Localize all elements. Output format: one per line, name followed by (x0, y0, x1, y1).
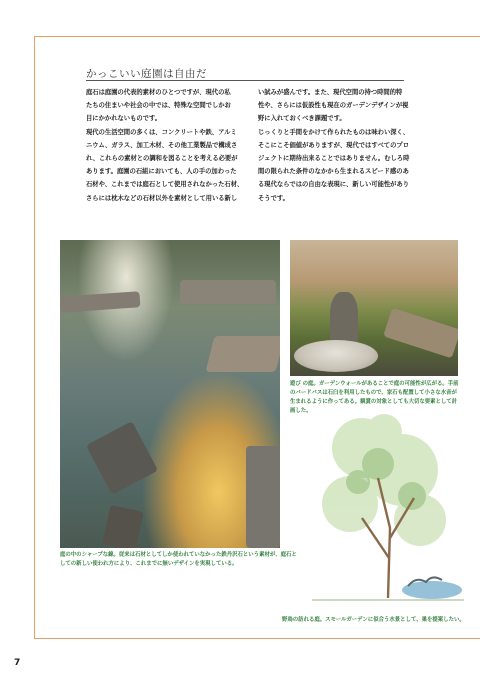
body-line: そこにこそ価値がありますが、現代ではすべてのプロ (258, 141, 409, 149)
millstone-birdbath (294, 340, 378, 372)
slate-rock (86, 421, 158, 495)
body-line: 庭石は庭園の代表的素材のひとつですが、現代の私 (86, 89, 231, 96)
body-column-2 (258, 86, 436, 205)
body-line: 現代の生活空間の多くは、コンクリートや鉄、アルミ (86, 128, 237, 136)
body-line: ジェクトに期待出来ることではありません。むしろ時 (258, 155, 410, 163)
frame-bottom-line (34, 638, 480, 639)
caption-water-photo: 庭の中のシャープな線。従来は石材としてしか使われていなかった鉄丹沢石という素材が、庭石としての新しい使われ方により、これまでに無いデザインを実現している。 (60, 552, 297, 567)
body-line: 石材や、これまでは庭石として使用されなかった石材、 (86, 181, 244, 189)
body-line: 野に入れておくべき課題です。 (258, 115, 346, 123)
slate-rock (180, 280, 276, 304)
body-line: さらには枕木などの石材以外を素材として用いる新し (86, 194, 238, 202)
body-column-1 (86, 86, 260, 205)
body-line: あります。庭園の石組においても、人の手の加わった (86, 168, 237, 176)
body-line: ニウム、ガラス、加工木材、その他工業製品で構成さ (86, 141, 238, 149)
body-line: る現代ならではの自由な表現に、新しい可能性があり (258, 181, 410, 189)
body-line: じっくりと手間をかけて作られたものは味わい深く、 (258, 128, 409, 136)
body-line: い試みが盛んです。また、現代空間の持つ時間的特 (258, 89, 403, 96)
standing-stone (330, 292, 358, 346)
frame-left-line (34, 36, 35, 638)
frame-top-line (34, 36, 480, 37)
stone-edging (383, 308, 458, 359)
watercolor-tree-sketch (292, 408, 464, 608)
body-line: 間の限られた条件のなかから生まれるスピード感のあ (258, 168, 409, 176)
body-line: れ、これらの素材との調和を図ることを考える必要が (86, 155, 238, 163)
section-heading: かっこいい庭園は自由だ (86, 68, 207, 80)
body-line: そうです。 (258, 194, 289, 202)
slate-rock (206, 336, 280, 372)
caption-sketch: 野鳥の訪れる庭。スモールガーデンに似合う水景として、巣を提案したい。 (282, 617, 465, 623)
body-line: 目にかかれないものです。 (86, 115, 162, 123)
page-number: 7 (14, 658, 21, 668)
body-line: 性や、さらには仮設性も現在のガーデンデザインが視 (258, 102, 409, 110)
body-line: たちの住まいや社会の中では、特殊な空間でしかお (86, 102, 231, 110)
garden-water-photo (60, 240, 280, 548)
slate-rock (60, 291, 140, 313)
slate-rock (102, 505, 144, 548)
caption-garden-wall: 遊び の庭。ガーデンウォールがあることで庭の可能性が広がる。手前のバードバスは石臼を利用したもので、家石も配置して小さな水音が生まれるように作ってある。観賞の対象としても大切な要素として計画した。 (290, 381, 459, 414)
slate-rock (246, 446, 280, 548)
garden-wall-photo (290, 240, 458, 376)
tree-foliage (322, 414, 446, 546)
heading-underline (86, 80, 404, 81)
